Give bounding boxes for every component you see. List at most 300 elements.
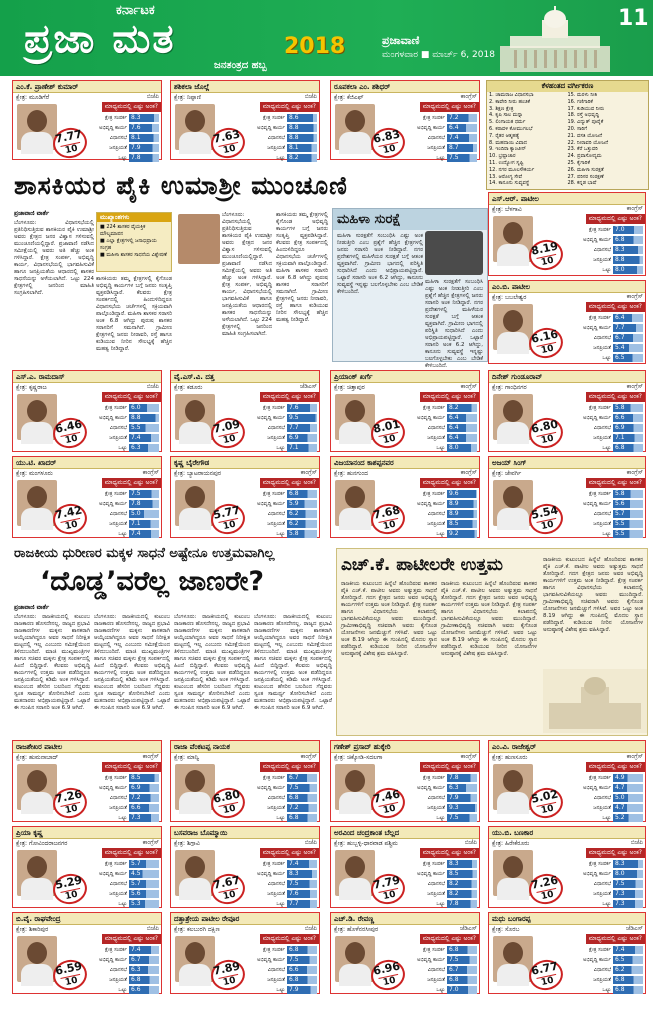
rating-rows bbox=[81, 489, 159, 539]
rating-row bbox=[399, 803, 477, 812]
legislator-photo bbox=[335, 850, 375, 896]
rating-rows bbox=[239, 859, 317, 909]
party-label: ಬಿಜೆಪಿ bbox=[146, 93, 159, 100]
criterion-label: ವಿಧಾನಸಭೆ bbox=[593, 424, 611, 431]
legislator-name: ಮಧು ಬಂಗಾರಪ್ಪ bbox=[489, 913, 645, 925]
rating-row bbox=[399, 889, 477, 898]
criterion-label: ಜನಪ್ರಿಯತೆ bbox=[427, 890, 445, 897]
constituency: ಕ್ಷೇತ್ರ: ಬೆಳಗಾವಿ bbox=[492, 206, 522, 213]
criterion-label: ಕ್ಷೇತ್ರ ಸಂಪರ್ಕ bbox=[262, 860, 285, 867]
rating-row bbox=[239, 123, 317, 132]
criterion-label: ಅಭಿವೃದ್ಧಿ ಕಾರ್ಯ bbox=[583, 870, 611, 877]
rating-row bbox=[239, 153, 317, 162]
legislator-name: ಗಣೇಶ್ ಪ್ರಸಾದ್ ಹುಕ್ಕೇರಿ bbox=[331, 741, 479, 753]
rating-question: ಮಾಧ್ಯಮದಲ್ಲಿ ಎಷ್ಟು ಅಂಕ? bbox=[260, 102, 319, 112]
criterion-value: 8.0 bbox=[613, 266, 643, 274]
criterion-value: 8.5 bbox=[447, 520, 477, 528]
rating-rows bbox=[239, 773, 317, 823]
criterion-value: 8.8 bbox=[129, 414, 159, 422]
criterion-value: 8.6 bbox=[287, 114, 317, 122]
issue-index-item: 13. ಆರೋಗ್ಯ ಸೇವೆ bbox=[489, 173, 523, 180]
criterion-label: ಕ್ಷೇತ್ರ ಸಂಪರ್ಕ bbox=[422, 490, 445, 497]
rating-row bbox=[81, 955, 159, 964]
score-denominator: 10 bbox=[218, 518, 240, 534]
criterion-label: ಜನಪ್ರಿಯತೆ bbox=[427, 804, 445, 811]
criterion-value: 5.5 bbox=[613, 530, 643, 538]
legislator-photo bbox=[493, 936, 533, 982]
criterion-value: 7.1 bbox=[613, 434, 643, 442]
rating-row bbox=[81, 509, 159, 518]
masthead-title: ಪ್ರಜಾ ಮತ bbox=[24, 16, 176, 62]
womens-safety-box bbox=[332, 208, 488, 369]
highlights-title: ಮುಖ್ಯಾಂಶಗಳು bbox=[97, 213, 171, 222]
criterion-label: ಜನಪ್ರಿಯತೆ bbox=[267, 520, 285, 527]
rating-row bbox=[565, 813, 643, 822]
rating-row bbox=[239, 413, 317, 422]
criterion-label: ಕ್ಷೇತ್ರ ಸಂಪರ್ಕ bbox=[104, 774, 127, 781]
rating-row bbox=[565, 869, 643, 878]
criterion-value: 6.9 bbox=[613, 424, 643, 432]
rating-question: ಮಾಧ್ಯಮದಲ್ಲಿ ಎಷ್ಟು ಅಂಕ? bbox=[102, 848, 161, 858]
score-denominator: 10 bbox=[218, 974, 240, 990]
rating-row bbox=[565, 265, 643, 274]
criterion-label: ಜನಪ್ರಿಯತೆ bbox=[109, 520, 127, 527]
party-label: ಕಾಂಗ್ರೆಸ್ bbox=[626, 383, 643, 390]
criterion-label: ಜನಪ್ರಿಯತೆ bbox=[427, 520, 445, 527]
constituency: ಕ್ಷೇತ್ರ: ಜೇವರ್ಗಿ bbox=[492, 470, 522, 477]
story1-byline: ಪ್ರಜಾವಾಣಿ ವಾರ್ತೆ bbox=[14, 210, 50, 217]
story3-body-col3: ರಾಜಕೀಯ ಕುಟುಂಬದ ಹಿನ್ನೆಲೆ ಹೊಂದಿರುವ ಶಾಸಕರ ಪೈಕಿ ಎಚ್.ಕೆ. ಪಾಟೀಲ ಅವರು ಅತ್ಯುತ್ತಮ ಸಾಧನೆ ತೋರಿದ್ದಾರೆ. ಗದಗ ಕ್ಷೇತ್ರದ ಜನರು ಅವರ ಅಭಿವೃದ್ಧಿ ಕಾರ್ಯಗಳಿಗೆ ಉತ್ತಮ ಅಂಕ ನೀಡಿದ್ದಾರೆ. ಕ್ಷೇತ್ರ ಸಂಪರ್ಕ ಹಾಗೂ ವಿಧಾನಸಭೆಯ ಕಲಾಪದಲ್ಲಿ ಭಾಗವಹಿಸುವಿಕೆಯಲ್ಲೂ ಅವರು ಮುಂದಿದ್ದಾರೆ. ಗ್ರಾಮೀಣಾಭಿವೃದ್ಧಿ ಸಚಿವರಾಗಿ ಅವರು ಕೈಗೊಂಡ ಯೋಜನೆಗಳು ಜನಮೆಚ್ಚುಗೆ ಗಳಿಸಿವೆ. ಅವರ ಒಟ್ಟು ಅಂಕ 8.19 ಆಗಿದ್ದು ಈ ಗುಂಪಿನಲ್ಲಿ ಮೊದಲ ಸ್ಥಾನ ಪಡೆದಿದ್ದಾರೆ. ಕುಡಿಯುವ ನೀರಿನ ಯೋಜನೆಗಳ ಅನುಷ್ಠಾನಕ್ಕೆ ವಿಶೇಷ ಶ್ರಮ ವಹಿಸಿದ್ದಾರೆ. bbox=[543, 557, 643, 633]
rating-row bbox=[239, 133, 317, 142]
rating-row bbox=[399, 879, 477, 888]
criterion-label: ಜನಪ್ರಿಯತೆ bbox=[267, 434, 285, 441]
criterion-label: ಜನಪ್ರಿಯತೆ bbox=[109, 890, 127, 897]
constituency: ಕ್ಷೇತ್ರ: ಶಿಕಾರಿಪುರ bbox=[16, 926, 49, 933]
rating-question: ಮಾಧ್ಯಮದಲ್ಲಿ ಎಷ್ಟು ಅಂಕ? bbox=[420, 392, 479, 402]
legislator-card bbox=[330, 456, 480, 538]
criterion-label: ಒಟ್ಟು bbox=[602, 354, 611, 361]
criterion-value: 5.0 bbox=[129, 510, 159, 518]
score-denominator: 10 bbox=[60, 974, 82, 990]
issue-index-title: ಕೆಳಹಂತದ ವರ್ಗೀಕರಣ bbox=[487, 81, 648, 92]
score-value: 6.80 bbox=[212, 787, 242, 806]
score-value: 7.09 bbox=[212, 417, 242, 436]
criterion-label: ಕ್ಷೇತ್ರ ಸಂಪರ್ಕ bbox=[588, 314, 611, 321]
legislator-card bbox=[488, 912, 646, 994]
legislator-photo bbox=[335, 394, 375, 440]
rating-row bbox=[81, 413, 159, 422]
criterion-label: ಒಟ್ಟು bbox=[118, 900, 127, 907]
legislator-name: ಎಂ.ಕೆ. ಪ್ರಾಣೇಶ್ ಕುಮಾರ್ bbox=[13, 81, 161, 93]
rating-question: ಮಾಧ್ಯಮದಲ್ಲಿ ಎಷ್ಟು ಅಂಕ? bbox=[420, 848, 479, 858]
story2-headline-main: ‘ದೊಡ್ಡ’ವರೆಲ್ಲ ಜಾಣರೇ? bbox=[40, 566, 265, 597]
criterion-value: 7.8 bbox=[447, 774, 477, 782]
criterion-label: ಒಟ್ಟು bbox=[602, 900, 611, 907]
masthead-tagline: ಜನತಂತ್ರದ ಹಬ್ಬ bbox=[214, 60, 267, 71]
criterion-value: 5.5 bbox=[613, 520, 643, 528]
constituency: ಕ್ಷೇತ್ರ: ಚಿತ್ತಾಪುರ bbox=[334, 384, 365, 391]
legislator-card bbox=[170, 740, 320, 822]
legislator-card bbox=[488, 826, 646, 908]
criterion-label: ಜನಪ್ರಿಯತೆ bbox=[593, 344, 611, 351]
criterion-value: 7.9 bbox=[287, 986, 317, 994]
score-denominator: 10 bbox=[536, 342, 558, 358]
rating-rows bbox=[399, 859, 477, 909]
score-value: 8.01 bbox=[372, 417, 402, 436]
criterion-label: ಒಟ್ಟು bbox=[436, 530, 445, 537]
criterion-label: ಅಭಿವೃದ್ಧಿ ಕಾರ್ಯ bbox=[417, 500, 445, 507]
rating-rows bbox=[81, 773, 159, 823]
constituency: ಕ್ಷೇತ್ರ: ಹುನಗುಂದ bbox=[334, 470, 369, 477]
score-denominator: 10 bbox=[218, 802, 240, 818]
score-value: 5.29 bbox=[54, 873, 84, 892]
score-denominator: 10 bbox=[60, 518, 82, 534]
rating-row bbox=[239, 499, 317, 508]
criterion-value: 6.8 bbox=[287, 946, 317, 954]
rating-row bbox=[239, 793, 317, 802]
criterion-label: ಒಟ್ಟು bbox=[436, 154, 445, 161]
party-label: ಬಿಜೆಪಿ bbox=[464, 839, 477, 846]
criterion-label: ವಿಧಾನಸಭೆ bbox=[593, 966, 611, 973]
criterion-label: ಕ್ಷೇತ್ರ ಸಂಪರ್ಕ bbox=[422, 404, 445, 411]
legislator-name: ಅಜಯ್ ಸಿಂಗ್ bbox=[489, 457, 645, 469]
criterion-value: 7.7 bbox=[287, 424, 317, 432]
party-label: ಕಾಂಗ್ರೆಸ್ bbox=[142, 839, 159, 846]
rating-row bbox=[399, 773, 477, 782]
rating-row bbox=[399, 509, 477, 518]
criterion-value: 5.0 bbox=[613, 794, 643, 802]
story2-headline-top: ರಾಜಕೀಯ ಧುರೀಣರ ಮಕ್ಕಳ ಸಾಧನೆ ಅಷ್ಟೇನೂ ಉತ್ತಮವಾಗಿಲ್ಲ bbox=[14, 546, 275, 561]
criterion-value: 7.9 bbox=[129, 144, 159, 152]
legislator-card bbox=[330, 912, 480, 994]
rating-row bbox=[399, 869, 477, 878]
legislator-card bbox=[12, 912, 162, 994]
score-value: 7.77 bbox=[54, 127, 84, 146]
criterion-label: ಒಟ್ಟು bbox=[276, 814, 285, 821]
rating-row bbox=[81, 489, 159, 498]
rating-rows bbox=[239, 403, 317, 453]
score-value: 6.83 bbox=[372, 127, 402, 146]
rating-rows bbox=[565, 773, 643, 823]
rating-row bbox=[565, 489, 643, 498]
party-label: ಕಾಂಗ್ರೆಸ್ bbox=[300, 469, 317, 476]
issue-index-box bbox=[486, 80, 649, 190]
criterion-label: ಒಟ್ಟು bbox=[436, 814, 445, 821]
highlight-item: ■ ಮಹಿಳಾ ಶಾಸಕರ ಸಾಧನೆಯ ವಿಶ್ಲೇಷಣೆ bbox=[100, 252, 167, 258]
rating-rows bbox=[565, 313, 643, 363]
party-label: ಕಾಂಗ್ರೆಸ್ bbox=[142, 753, 159, 760]
rating-row bbox=[565, 499, 643, 508]
criterion-label: ಒಟ್ಟು bbox=[276, 530, 285, 537]
criterion-value: 6.3 bbox=[129, 444, 159, 452]
score-value: 7.67 bbox=[212, 873, 242, 892]
criterion-label: ವಿಧಾನಸಭೆ bbox=[109, 966, 127, 973]
legislator-name: ದಿನೇಶ್ ಗುಂಡೂರಾವ್ bbox=[489, 371, 645, 383]
criterion-label: ವಿಧಾನಸಭೆ bbox=[267, 424, 285, 431]
criterion-value: 6.7 bbox=[447, 966, 477, 974]
score-denominator: 10 bbox=[60, 802, 82, 818]
constituency: ಕ್ಷೇತ್ರ: ಕಡೂರು bbox=[174, 384, 203, 391]
rating-row bbox=[239, 509, 317, 518]
criterion-label: ಜನಪ್ರಿಯತೆ bbox=[593, 976, 611, 983]
legislator-name: ಬಸವರಾಜ ಬೊಮ್ಮಾಯಿ bbox=[171, 827, 319, 839]
criterion-label: ಅಭಿವೃದ್ಧಿ ಕಾರ್ಯ bbox=[99, 956, 127, 963]
issue-index-item: 16. ಗಣಿಗಾರಿಕೆ bbox=[567, 98, 593, 105]
criterion-value: 8.8 bbox=[287, 124, 317, 132]
legislator-card bbox=[488, 280, 646, 364]
rating-rows bbox=[565, 489, 643, 539]
legislator-name: ಪ್ರಿಯಾಂಕ್ ಖರ್ಗೆ bbox=[331, 371, 479, 383]
criterion-value: 8.3 bbox=[447, 860, 477, 868]
criterion-value: 7.2 bbox=[447, 114, 477, 122]
criterion-label: ಅಭಿವೃದ್ಧಿ ಕಾರ್ಯ bbox=[257, 500, 285, 507]
criterion-label: ಜನಪ್ರಿಯತೆ bbox=[109, 976, 127, 983]
rating-row bbox=[239, 773, 317, 782]
criterion-label: ವಿಧಾನಸಭೆ bbox=[427, 510, 445, 517]
rating-row bbox=[239, 945, 317, 954]
legislator-photo bbox=[17, 394, 57, 440]
rating-row bbox=[565, 313, 643, 322]
party-label: ಬಿಜೆಪಿ bbox=[146, 383, 159, 390]
legislator-name: ರೂಪಕಲಾ ಎಂ. ಶಶಿಧರ್ bbox=[331, 81, 479, 93]
masthead-date: ಮಂಗಳವಾರ ■ ಮಾರ್ಚ್ 6, 2018 bbox=[382, 50, 495, 60]
constituency: ಕ್ಷೇತ್ರ: ಹುಣಸೂರು bbox=[492, 754, 528, 761]
rating-row bbox=[239, 985, 317, 994]
rating-row bbox=[399, 113, 477, 122]
criterion-value: 7.6 bbox=[287, 404, 317, 412]
rating-row bbox=[81, 443, 159, 452]
rating-question: ಮಾಧ್ಯಮದಲ್ಲಿ ಎಷ್ಟು ಅಂಕ? bbox=[260, 934, 319, 944]
rating-row bbox=[239, 443, 317, 452]
constituency: ಕ್ಷೇತ್ರ: ಹಿರೇಕೆರೂರು bbox=[492, 840, 530, 847]
criterion-label: ಒಟ್ಟು bbox=[602, 530, 611, 537]
legislator-photo bbox=[175, 104, 215, 150]
rating-question: ಮಾಧ್ಯಮದಲ್ಲಿ ಎಷ್ಟು ಅಂಕ? bbox=[586, 392, 645, 402]
rating-row bbox=[239, 489, 317, 498]
score-value: 7.63 bbox=[212, 127, 242, 146]
criterion-label: ಕ್ಷೇತ್ರ ಸಂಪರ್ಕ bbox=[104, 404, 127, 411]
rating-row bbox=[565, 975, 643, 984]
legislator-name: ದತ್ತಾತ್ರೇಯ ಪಾಟೀಲ ರೇವೂರ bbox=[171, 913, 319, 925]
criterion-label: ಒಟ್ಟು bbox=[118, 814, 127, 821]
legislator-photo bbox=[493, 850, 533, 896]
rating-row bbox=[81, 813, 159, 822]
rating-row bbox=[565, 509, 643, 518]
criterion-label: ಕ್ಷೇತ್ರ ಸಂಪರ್ಕ bbox=[262, 490, 285, 497]
issue-index-item: 22. ನೀರಾವರಿ ಯೋಜನೆ bbox=[567, 139, 609, 146]
legislator-card bbox=[12, 740, 162, 822]
rating-row bbox=[565, 343, 643, 352]
story1-headline: ಶಾಸಕಿಯರ ಪೈಕಿ ಉಮಾಶ್ರೀ ಮುಂಚೂಣಿ bbox=[14, 171, 348, 200]
rating-row bbox=[565, 803, 643, 812]
rating-row bbox=[239, 113, 317, 122]
story1-highlights bbox=[96, 212, 172, 272]
story2-body-col3: ಬೆಂಗಳೂರು: ರಾಜಕೀಯದಲ್ಲಿ ಕುಟುಂಬ ರಾಜಕಾರಣ ಹೊಸದೇನಲ್ಲ. ರಾಜ್ಯದ ಪ್ರಭಾವಿ ರಾಜಕಾರಣಿಗಳ ಮಕ್ಕಳು ಶಾಸಕರಾಗಿ ಆಯ್ಕೆಯಾಗಿದ್ದರೂ ಅವರ ಸಾಧನೆ ನಿರೀಕ್ಷಿತ ಮಟ್ಟದಲ್ಲಿ ಇಲ್ಲ ಎಂಬುದು ಸಮೀಕ್ಷೆಯಿಂದ ತಿಳಿದುಬಂದಿದೆ. ಮಾಜಿ ಮುಖ್ಯಮಂತ್ರಿಗಳ ಹಾಗೂ ಸಚಿವರ ಮಕ್ಕಳು ಕ್ಷೇತ್ರ ಸಂಪರ್ಕದಲ್ಲಿ ಹಿಂದೆ ಬಿದ್ದಿದ್ದಾರೆ. ಕೆಲವರು ಅಭಿವೃದ್ಧಿ ಕಾರ್ಯಗಳಲ್ಲಿ ಉತ್ತಮ ಅಂಕ ಪಡೆದಿದ್ದರೂ ಜನಪ್ರಿಯತೆಯಲ್ಲಿ ಕಡಿಮೆ ಅಂಕ ಗಳಿಸಿದ್ದಾರೆ. ಕುಟುಂಬದ ಹೆಸರಿನ ಬಲದಿಂದ ಗೆದ್ದವರು ಸ್ವಂತ ಸಾಮರ್ಥ್ಯ ತೋರಿಸಬೇಕಿದೆ ಎಂದು ಮತದಾರರು ಅಭಿಪ್ರಾಯಪಟ್ಟಿದ್ದಾರೆ. ಒಟ್ಟಾರೆ ಈ ಗುಂಪಿನ ಸರಾಸರಿ ಅಂಕ 6.9 ಆಗಿದೆ. bbox=[174, 614, 250, 711]
criterion-label: ವಿಧಾನಸಭೆ bbox=[427, 794, 445, 801]
criterion-value: 8.3 bbox=[129, 114, 159, 122]
criterion-label: ಒಟ್ಟು bbox=[436, 444, 445, 451]
criterion-label: ಕ್ಷೇತ್ರ ಸಂಪರ್ಕ bbox=[588, 860, 611, 867]
rating-row bbox=[399, 403, 477, 412]
party-label: ಕಾಂಗ್ರೆಸ್ bbox=[460, 93, 477, 100]
party-label: ಕಾಂಗ್ರೆಸ್ bbox=[460, 383, 477, 390]
criterion-value: 6.8 bbox=[613, 986, 643, 994]
rating-row bbox=[565, 783, 643, 792]
criterion-value: 4.7 bbox=[613, 804, 643, 812]
rating-row bbox=[399, 143, 477, 152]
rating-row bbox=[239, 899, 317, 908]
constituency: ಕ್ಷೇತ್ರ: ಮಾನ್ವಿ bbox=[174, 754, 200, 761]
constituency: ಕ್ಷೇತ್ರ: ಹೊಳೆನರಸೀಪುರ bbox=[334, 926, 379, 933]
criterion-label: ಅಭಿವೃದ್ಧಿ ಕಾರ್ಯ bbox=[583, 414, 611, 421]
rating-row bbox=[81, 113, 159, 122]
issue-index-item: 28. ಕನ್ನಡ ಭಾಷೆ bbox=[567, 180, 597, 187]
criterion-value: 8.9 bbox=[447, 500, 477, 508]
rating-row bbox=[81, 889, 159, 898]
criterion-label: ವಿಧಾನಸಭೆ bbox=[109, 880, 127, 887]
constituency: ಕ್ಷೇತ್ರ: ಹುಬ್ಬಳ್ಳಿ-ಧಾರವಾಡ ಪಶ್ಚಿಮ bbox=[334, 840, 398, 847]
legislator-name: ಬಿ.ವೈ. ರಾಘವೇಂದ್ರ bbox=[13, 913, 161, 925]
criterion-value: 8.7 bbox=[447, 144, 477, 152]
rating-question: ಮಾಧ್ಯಮದಲ್ಲಿ ಎಷ್ಟು ಅಂಕ? bbox=[586, 478, 645, 488]
constituency: ಕ್ಷೇತ್ರ: ಬ್ಯಾಟರಾಯನಪುರ bbox=[174, 470, 222, 477]
rating-rows bbox=[239, 113, 317, 163]
constituency: ಕ್ಷೇತ್ರ: ಮಂಗಳೂರು bbox=[16, 470, 53, 477]
score-denominator: 10 bbox=[536, 888, 558, 904]
score-denominator: 10 bbox=[60, 432, 82, 448]
rating-row bbox=[399, 813, 477, 822]
vidhana-soudha-illustration bbox=[500, 6, 610, 72]
rating-row bbox=[565, 859, 643, 868]
criterion-label: ಕ್ಷೇತ್ರ ಸಂಪರ್ಕ bbox=[104, 114, 127, 121]
legislator-photo bbox=[175, 850, 215, 896]
rating-row bbox=[399, 519, 477, 528]
story2-body-col4: ಬೆಂಗಳೂರು: ರಾಜಕೀಯದಲ್ಲಿ ಕುಟುಂಬ ರಾಜಕಾರಣ ಹೊಸದೇನಲ್ಲ. ರಾಜ್ಯದ ಪ್ರಭಾವಿ ರಾಜಕಾರಣಿಗಳ ಮಕ್ಕಳು ಶಾಸಕರಾಗಿ ಆಯ್ಕೆಯಾಗಿದ್ದರೂ ಅವರ ಸಾಧನೆ ನಿರೀಕ್ಷಿತ ಮಟ್ಟದಲ್ಲಿ ಇಲ್ಲ ಎಂಬುದು ಸಮೀಕ್ಷೆಯಿಂದ ತಿಳಿದುಬಂದಿದೆ. ಮಾಜಿ ಮುಖ್ಯಮಂತ್ರಿಗಳ ಹಾಗೂ ಸಚಿವರ ಮಕ್ಕಳು ಕ್ಷೇತ್ರ ಸಂಪರ್ಕದಲ್ಲಿ ಹಿಂದೆ ಬಿದ್ದಿದ್ದಾರೆ. ಕೆಲವರು ಅಭಿವೃದ್ಧಿ ಕಾರ್ಯಗಳಲ್ಲಿ ಉತ್ತಮ ಅಂಕ ಪಡೆದಿದ್ದರೂ ಜನಪ್ರಿಯತೆಯಲ್ಲಿ ಕಡಿಮೆ ಅಂಕ ಗಳಿಸಿದ್ದಾರೆ. ಕುಟುಂಬದ ಹೆಸರಿನ ಬಲದಿಂದ ಗೆದ್ದವರು ಸ್ವಂತ ಸಾಮರ್ಥ್ಯ ತೋರಿಸಬೇಕಿದೆ ಎಂದು ಮತದಾರರು ಅಭಿಪ್ರಾಯಪಟ್ಟಿದ್ದಾರೆ. ಒಟ್ಟಾರೆ ಈ ಗುಂಪಿನ ಸರಾಸರಿ ಅಂಕ 6.9 ಆಗಿದೆ. bbox=[254, 614, 332, 711]
rating-row bbox=[81, 519, 159, 528]
rating-row bbox=[399, 793, 477, 802]
score-denominator: 10 bbox=[536, 432, 558, 448]
party-label: ಕಾಂಗ್ರೆಸ್ bbox=[460, 753, 477, 760]
party-label: ಜೆಡಿಎಸ್ bbox=[459, 925, 477, 932]
criterion-label: ಜನಪ್ರಿಯತೆ bbox=[427, 976, 445, 983]
issue-index-item: 20. ಸಾರಿಗೆ bbox=[567, 125, 588, 132]
legislator-name: ಎಂ.ವಿ. ರಾಜೇಶ್ವರ್ bbox=[489, 741, 645, 753]
rating-row bbox=[565, 235, 643, 244]
legislator-photo bbox=[175, 480, 215, 526]
criterion-value: 8.0 bbox=[613, 870, 643, 878]
rating-row bbox=[399, 985, 477, 994]
womens-safety-body: ಮಹಿಳಾ ಸುರಕ್ಷತೆಗೆ ಸಂಬಂಧಿಸಿ ಎಷ್ಟು ಅಂಕ ನೀಡುತ್ತೀರಿ ಎಂಬ ಪ್ರಶ್ನೆಗೆ ಹೆಚ್ಚಿನ ಕ್ಷೇತ್ರಗಳಲ್ಲಿ ಜನರು ಸರಾಸರಿ ಅಂಕ ನೀಡಿದ್ದಾರೆ. ನಗರ ಪ್ರದೇಶಗಳಲ್ಲಿ ಮಹಿಳೆಯರ ಸುರಕ್ಷತೆ ಬಗ್ಗೆ ಆತಂಕ ವ್ಯಕ್ತವಾಗಿದೆ. ಗ್ರಾಮೀಣ ಭಾಗದಲ್ಲಿ ಪರಿಸ್ಥಿತಿ ಸುಧಾರಿಸಿದೆ ಎಂದು ಅಭಿಪ್ರಾಯಪಟ್ಟಿದ್ದಾರೆ. ಒಟ್ಟಾರೆ ಸರಾಸರಿ ಅಂಕ 6.2 ಆಗಿದ್ದು, ಕಾನೂನು ಸುವ್ಯವಸ್ಥೆ ಇನ್ನಷ್ಟು ಬಲಗೊಳ್ಳಬೇಕು ಎಂಬ ಬೇಡಿಕೆ ಕೇಳಿಬಂದಿದೆ. bbox=[337, 233, 423, 295]
criterion-label: ಅಭಿವೃದ್ಧಿ ಕಾರ್ಯ bbox=[257, 124, 285, 131]
rating-rows bbox=[239, 945, 317, 995]
rating-row bbox=[399, 955, 477, 964]
rating-row bbox=[81, 143, 159, 152]
criterion-value: 5.3 bbox=[129, 900, 159, 908]
criterion-label: ಅಭಿವೃದ್ಧಿ ಕಾರ್ಯ bbox=[417, 870, 445, 877]
rating-row bbox=[565, 323, 643, 332]
rating-question: ಮಾಧ್ಯಮದಲ್ಲಿ ಎಷ್ಟು ಅಂಕ? bbox=[102, 102, 161, 112]
constituency: ಕ್ಷೇತ್ರ: ಗಾಂಧಿನಗರ bbox=[492, 384, 527, 391]
criterion-value: 5.9 bbox=[287, 500, 317, 508]
issue-index-item: 25. ಕೈಗಾರಿಕೆ bbox=[567, 159, 590, 166]
constituency: ಕ್ಷೇತ್ರ: ಸೊರಬ bbox=[492, 926, 520, 933]
masthead-state: ಕರ್ನಾಟಕ bbox=[116, 3, 155, 18]
criterion-value: 7.3 bbox=[129, 814, 159, 822]
criterion-value: 8.2 bbox=[287, 154, 317, 162]
rating-row bbox=[565, 333, 643, 342]
masthead-year: 2018 bbox=[284, 34, 346, 59]
rating-rows bbox=[239, 489, 317, 539]
criterion-label: ಕ್ಷೇತ್ರ ಸಂಪರ್ಕ bbox=[588, 490, 611, 497]
criterion-value: 7.5 bbox=[287, 956, 317, 964]
criterion-value: 6.8 bbox=[613, 444, 643, 452]
criterion-label: ಒಟ್ಟು bbox=[436, 900, 445, 907]
constituency: ಕ್ಷೇತ್ರ: ಮೂಡಿಗೆರೆ bbox=[16, 94, 50, 101]
rating-row bbox=[81, 403, 159, 412]
rating-row bbox=[239, 859, 317, 868]
criterion-value: 8.9 bbox=[447, 510, 477, 518]
page-number: 11 bbox=[618, 6, 649, 31]
criterion-value: 5.7 bbox=[129, 860, 159, 868]
criterion-value: 7.3 bbox=[613, 900, 643, 908]
criterion-value: 6.2 bbox=[287, 520, 317, 528]
criterion-value: 6.2 bbox=[613, 966, 643, 974]
criterion-label: ಕ್ಷೇತ್ರ ಸಂಪರ್ಕ bbox=[422, 946, 445, 953]
issue-index-item: 27. ಪರಿಸರ ಸಂರಕ್ಷಣೆ bbox=[567, 173, 604, 180]
criterion-value: 7.8 bbox=[129, 154, 159, 162]
criterion-value: 8.3 bbox=[287, 870, 317, 878]
criterion-value: 7.2 bbox=[129, 794, 159, 802]
rating-rows bbox=[81, 113, 159, 163]
criterion-value: 8.5 bbox=[447, 870, 477, 878]
score-value: 7.79 bbox=[372, 873, 402, 892]
criterion-value: 6.2 bbox=[287, 510, 317, 518]
criterion-value: 7.5 bbox=[447, 814, 477, 822]
criterion-label: ವಿಧಾನಸಭೆ bbox=[593, 334, 611, 341]
rating-rows bbox=[565, 225, 643, 275]
legislator-photo bbox=[17, 104, 57, 150]
criterion-label: ಜನಪ್ರಿಯತೆ bbox=[593, 256, 611, 263]
legislator-card bbox=[170, 80, 320, 160]
rating-row bbox=[81, 965, 159, 974]
rating-question: ಮಾಧ್ಯಮದಲ್ಲಿ ಎಷ್ಟು ಅಂಕ? bbox=[420, 102, 479, 112]
criterion-value: 8.3 bbox=[613, 860, 643, 868]
criterion-label: ಅಭಿವೃದ್ಧಿ ಕಾರ್ಯ bbox=[583, 956, 611, 963]
criterion-label: ಕ್ಷೇತ್ರ ಸಂಪರ್ಕ bbox=[262, 946, 285, 953]
criterion-label: ಜನಪ್ರಿಯತೆ bbox=[267, 890, 285, 897]
masthead bbox=[0, 0, 653, 76]
criterion-value: 7.4 bbox=[447, 134, 477, 142]
issue-index-item: 12. ನಗರ ಮೂಲಸೌಕರ್ಯ bbox=[489, 166, 535, 173]
rating-rows bbox=[399, 773, 477, 823]
legislator-card bbox=[488, 456, 646, 538]
score-value: 8.19 bbox=[530, 239, 560, 258]
criterion-label: ಅಭಿವೃದ್ಧಿ ಕಾರ್ಯ bbox=[99, 500, 127, 507]
score-value: 6.77 bbox=[530, 959, 560, 978]
rating-row bbox=[239, 889, 317, 898]
criterion-value: 6.6 bbox=[129, 804, 159, 812]
party-label: ಕಾಂಗ್ರೆಸ್ bbox=[626, 753, 643, 760]
criterion-value: 7.8 bbox=[447, 900, 477, 908]
constituency: ಕ್ಷೇತ್ರ: ಬಬಲೇಶ್ವರ bbox=[492, 294, 527, 301]
rating-rows bbox=[399, 945, 477, 995]
rating-row bbox=[565, 955, 643, 964]
rating-row bbox=[399, 443, 477, 452]
constituency: ಕ್ಷೇತ್ರ: ಕೆಜಿಎಫ್ bbox=[334, 94, 364, 101]
criterion-value: 5.8 bbox=[287, 530, 317, 538]
legislator-photo bbox=[493, 480, 533, 526]
rating-row bbox=[399, 133, 477, 142]
